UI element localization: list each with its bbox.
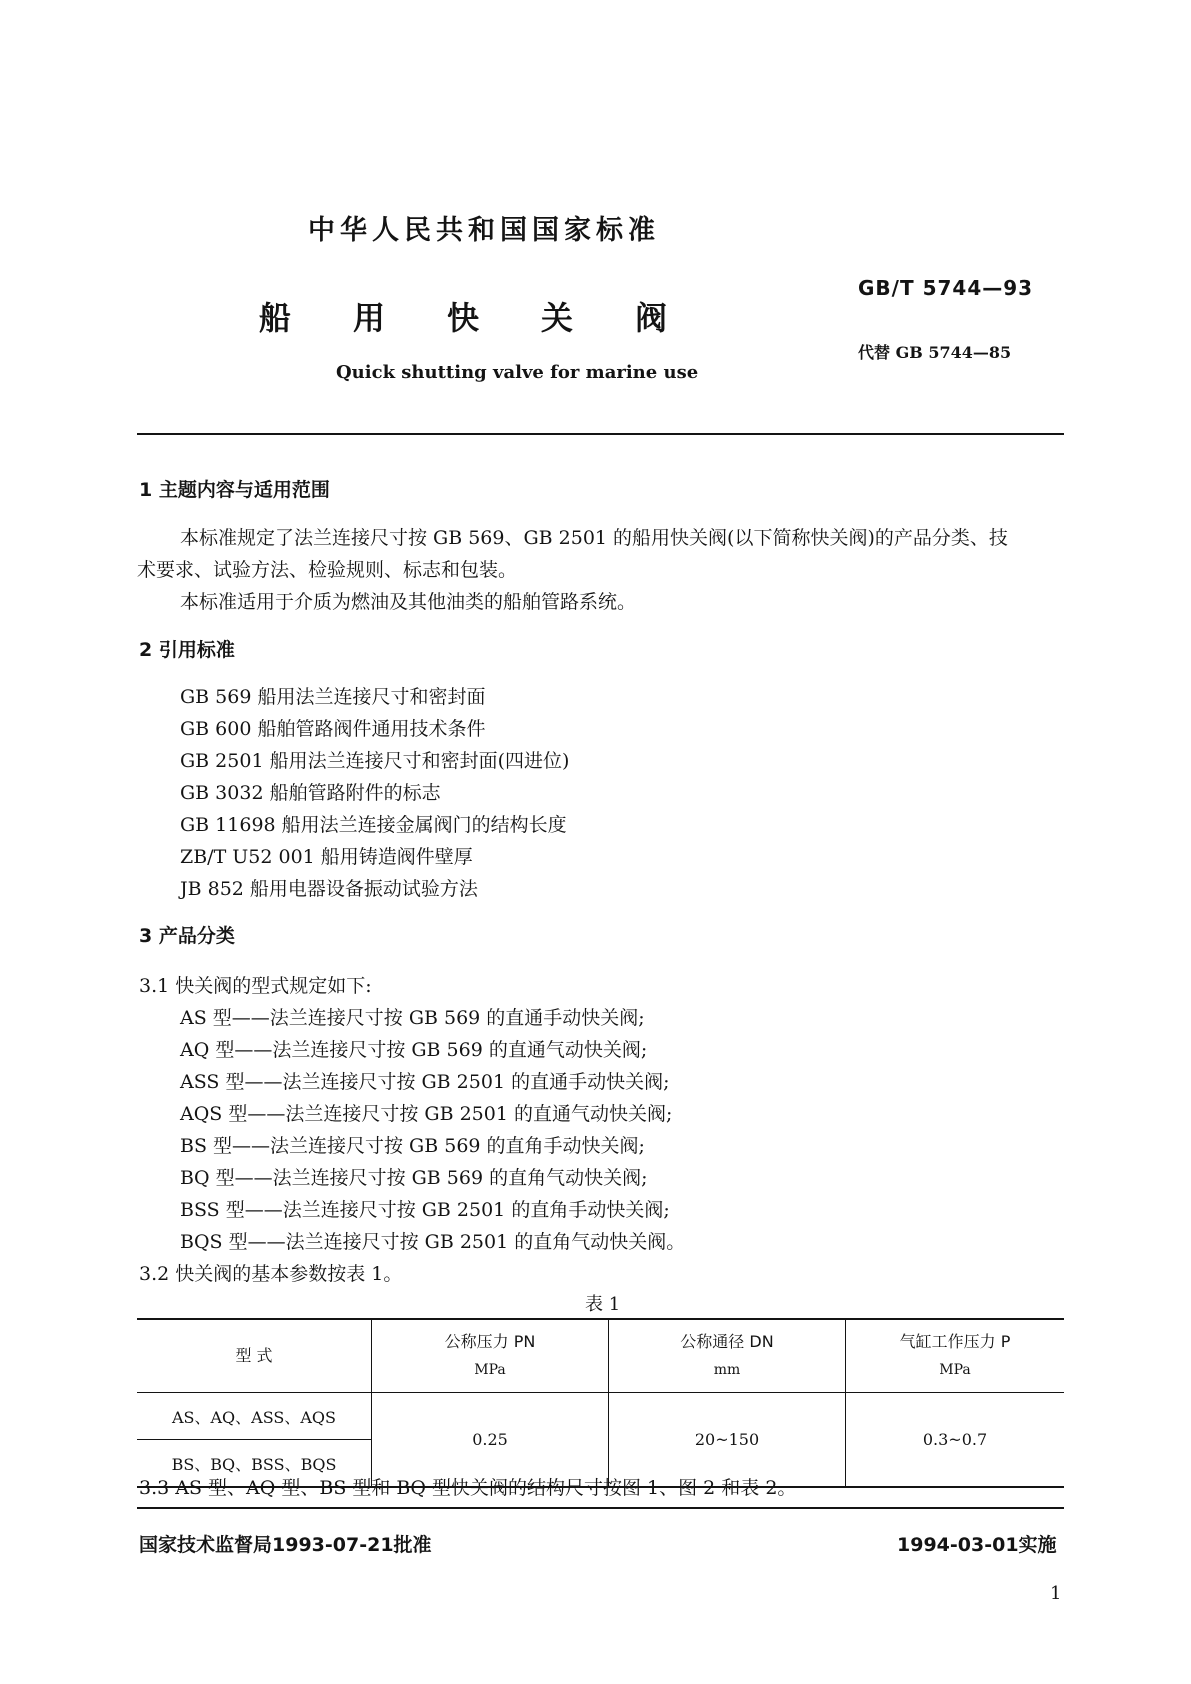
title-char: 快 [447,299,480,337]
section-3-heading: 3 产品分类 [139,925,235,947]
section-3-1-intro: 3.1 快关阀的型式规定如下: [139,975,372,997]
valve-type-item: BS 型——法兰连接尺寸按 GB 569 的直角手动快关阀; [180,1135,645,1157]
section-2-heading: 2 引用标准 [139,639,235,661]
replaces-note: 代替 GB 5744—85 [858,343,1012,362]
valve-type-item: BQS 型——法兰连接尺寸按 GB 2501 的直角气动快关阀。 [180,1231,686,1253]
cylinder-pressure-value: 0.3~0.7 [846,1393,1065,1488]
table-caption: 表 1 [585,1294,621,1315]
valve-type-item: AQ 型——法兰连接尺寸按 GB 569 的直通气动快关阀; [180,1039,648,1061]
title-char: 用 [353,299,386,337]
header-nominal-pressure: 公称压力 PN MPa [372,1319,609,1393]
valve-type-item: BSS 型——法兰连接尺寸按 GB 2501 的直角手动快关阀; [180,1199,670,1221]
section-1-paragraph-1-line-1: 本标准规定了法兰连接尺寸按 GB 569、GB 2501 的船用快关阀(以下简称快关阀)的产品分类、技 [180,527,1008,549]
header-type: 型 式 [137,1319,372,1393]
parameter-table [137,1318,1064,1488]
reference-item: ZB/T U52 001 船用铸造阀件壁厚 [180,846,473,868]
reference-item: GB 3032 船舶管路附件的标志 [180,782,441,804]
reference-item: GB 600 船舶管路阀件通用技术条件 [180,718,486,740]
title-char: 船 [259,299,292,337]
row-type-b: BS、BQ、BSS、BQS [137,1440,372,1488]
valve-type-item: ASS 型——法兰连接尺寸按 GB 2501 的直通手动快关阀; [180,1071,670,1093]
section-1-heading: 1 主题内容与适用范围 [139,479,330,501]
nominal-pressure-value: 0.25 [372,1393,609,1488]
footer-divider [137,1507,1064,1509]
header-nominal-diameter: 公称通径 DN mm [609,1319,846,1393]
title-char: 关 [541,299,574,337]
section-3-2: 3.2 快关阀的基本参数按表 1。 [139,1263,403,1285]
approval-line: 国家技术监督局1993-07-21批准 [139,1534,432,1556]
reference-item: GB 569 船用法兰连接尺寸和密封面 [180,686,486,708]
reference-item: GB 11698 船用法兰连接金属阀门的结构长度 [180,814,567,836]
reference-item: JB 852 船用电器设备振动试验方法 [180,878,478,900]
page-number: 1 [1050,1583,1062,1604]
table-row [137,1393,1064,1440]
section-1-paragraph-1-line-2: 术要求、试验方法、检验规则、标志和包装。 [137,559,518,581]
english-title: Quick shutting valve for marine use [336,362,699,383]
valve-type-item: BQ 型——法兰连接尺寸按 GB 569 的直角气动快关阀; [180,1167,648,1189]
effective-date: 1994-03-01实施 [897,1534,1057,1556]
national-standard-title: 中华人民共和国国家标准 [308,215,660,246]
reference-item: GB 2501 船用法兰连接尺寸和密封面(四进位) [180,750,570,772]
title-char: 阀 [635,299,668,337]
table-header-row [137,1319,1064,1393]
section-1-paragraph-2: 本标准适用于介质为燃油及其他油类的船舶管路系统。 [180,591,637,613]
header-cylinder-pressure: 气缸工作压力 P MPa [846,1319,1065,1393]
standard-number: GB/T 5744—93 [858,276,1034,300]
nominal-diameter-value: 20~150 [609,1393,846,1488]
section-3-3: 3.3 AS 型、AQ 型、BS 型和 BQ 型快关阀的结构尺寸按图 1、图 2 和表 2。 [139,1477,797,1499]
header-divider [137,433,1064,435]
row-type-a: AS、AQ、ASS、AQS [137,1393,372,1440]
valve-type-item: AS 型——法兰连接尺寸按 GB 569 的直通手动快关阀; [180,1007,645,1029]
valve-type-item: AQS 型——法兰连接尺寸按 GB 2501 的直通气动快关阀; [180,1103,673,1125]
